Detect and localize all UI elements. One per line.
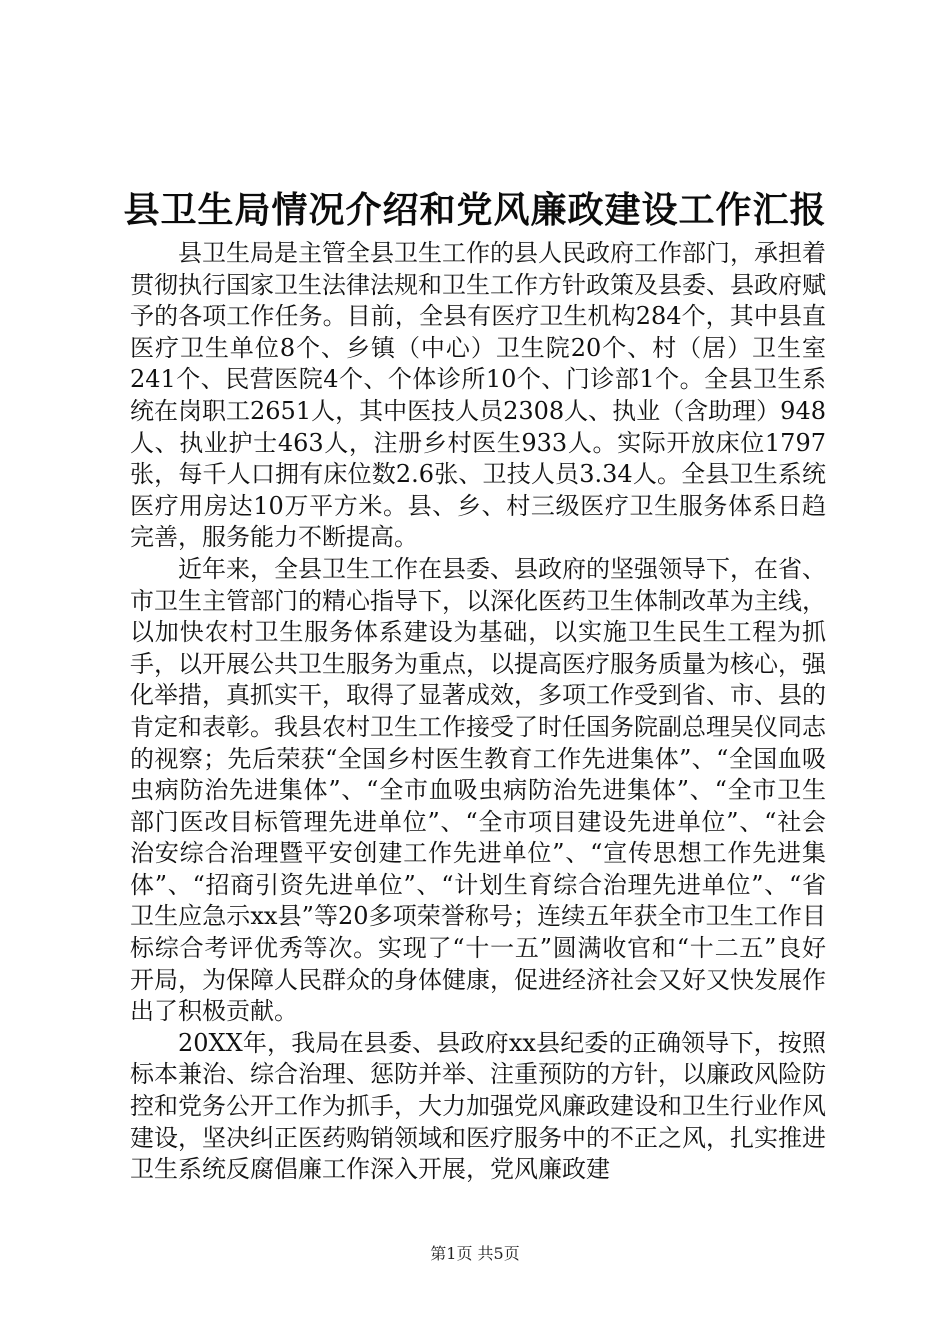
document-body xyxy=(130,238,826,1186)
paragraph-anticorruption: 20XX年，我局在县委、县政府xx县纪委的正确领导下，按照标本兼治、综合治理、惩防并举、注重预防的方针，以廉政风险防控和党务公开工作为抓手，大力加强党风廉政建设和卫生行业作风建设，坚决纠正医药购销领域和医疗服务中的不正之风，扎实推进卫生系统反腐倡廉工作深入开展，党风廉政建 xyxy=(130,1028,826,1184)
paragraph-achievements: 近年来，全县卫生工作在县委、县政府的坚强领导下，在省、市卫生主管部门的精心指导下，以深化医药卫生体制改革为主线，以加快农村卫生服务体系建设为基础，以实施卫生民生工程为抓手，以开展公共卫生服务为重点，以提高医疗服务质量为核心，强化举措，真抓实干，取得了显著成效，多项工作受到省、市、县的肯定和表彰。我县农村卫生工作接受了时任国务院副总理吴仪同志的视察；先后荣获“全国乡村医生教育工作先进集体”、“全国血吸虫病防治先进集体”、“全市血吸虫病防治先进集体”、“全市卫生部门医改目标管理先进单位”、“全市项目建设先进单位”、“社会治安综合治理暨平安创建工作先进单位”、“宣传思想工作先进集体”、“招商引资先进单位”、“计划生育综合治理先进单位”、“省卫生应急示xx县”等20多项荣誉称号；连续五年获全市卫生工作目标综合考评优秀等次。实现了“十一五”圆满收官和“十二五”良好开局，为保障人民群众的身体健康，促进经济社会又好又快发展作出了积极贡献。 xyxy=(130,554,826,1026)
document-title: 县卫生局情况介绍和党风廉政建设工作汇报 xyxy=(123,189,827,231)
paragraph-intro: 县卫生局是主管全县卫生工作的县人民政府工作部门，承担着贯彻执行国家卫生法律法规和卫生工作方针政策及县委、县政府赋予的各项工作任务。目前，全县有医疗卫生机构284个，其中县直医疗卫生单位8个、乡镇（中心）卫生院20个、村（居）卫生室241个、民营医院4个、个体诊所10个、门诊部1个。全县卫生系统在岗职工2651人，其中医技人员2308人、执业（含助理）948人、执业护士463人，注册乡村医生933人。实际开放床位1797张，每千人口拥有床位数2.6张、卫技人员3.34人。全县卫生系统医疗用房达10万平方米。县、乡、村三级医疗卫生服务体系日趋完善，服务能力不断提高。 xyxy=(130,239,826,552)
page-number-footer: 第1页 共5页 xyxy=(430,1244,520,1263)
